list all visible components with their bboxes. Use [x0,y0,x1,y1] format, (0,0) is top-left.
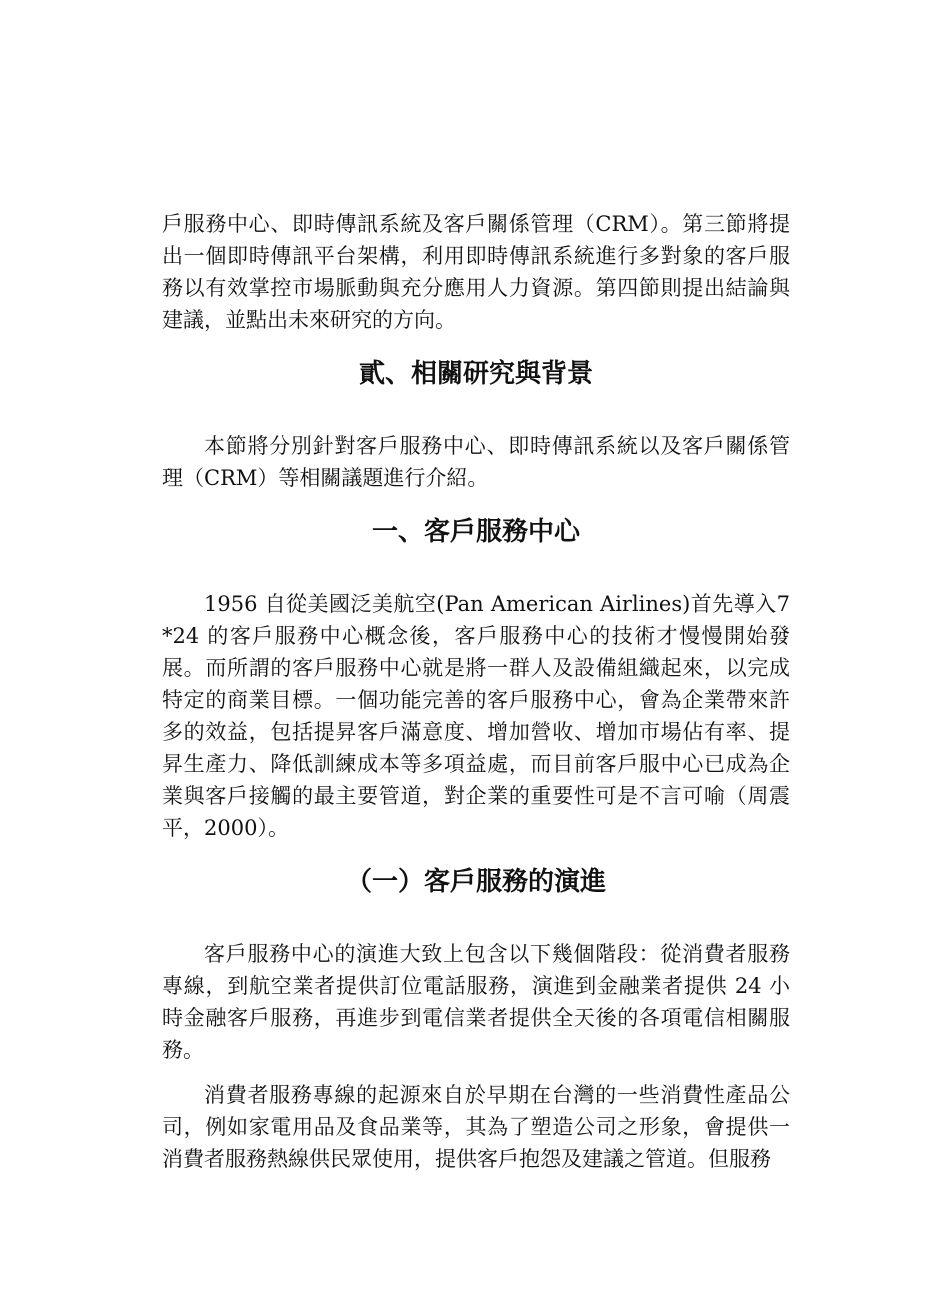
intro-paragraph: 戶服務中心、即時傳訊系統及客戶關係管理（CRM）。第三節將提出一個即時傳訊平台架構，利用即時傳訊系統進行多對象的客戶服務以有效掌控市場脈動與充分應用人力資源。第四節則提出結論與建議，並點出未來研究的方向。 [162,212,790,332]
subsection-heading: 一、客戶服務中心 [371,517,580,547]
document-page [162,208,790,1175]
evolution-paragraph-2: 消費者服務專線的起源來自於早期在台灣的一些消費性產品公司，例如家電用品及食品業等，其為了塑造公司之形象，會提供一消費者服務熱線供民眾使用，提供客戶抱怨及建議之管道。但服務 [162,1083,790,1171]
subsubsection-heading: （一）客戶服務的演進 [345,867,606,897]
section-heading: 貳、相關研究與背景 [358,359,593,389]
section-intro-paragraph: 本節將分別針對客戶服務中心、即時傳訊系統以及客戶關係管理（CRM）等相關議題進行介紹。 [162,434,790,490]
call-center-paragraph: 1956 自從美國泛美航空(Pan American Airlines)首先導入7*24 的客戶服務中心概念後，客戶服務中心的技術才慢慢開始發展。而所謂的客戶服務中心就是將一群人及設備組織起來，以完成特定的商業目標。一個功能完善的客戶服務中心，會為企業帶來許多的效益，包括提昇客戶滿意度、增加營收、增加市場佔有率、提昇生產力、降低訓練成本等多項益處，而目前客戶服中心已成為企業與客戶接觸的最主要管道，對企業的重要性可是不言可喻（周震平，2000）。 [162,592,790,840]
evolution-paragraph-1: 客戶服務中心的演進大致上包含以下幾個階段：從消費者服務專線，到航空業者提供訂位電話服務，演進到金融業者提供 24 小時金融客戶服務，再進步到電信業者提供全天後的各項電信相關服務。 [162,942,790,1062]
